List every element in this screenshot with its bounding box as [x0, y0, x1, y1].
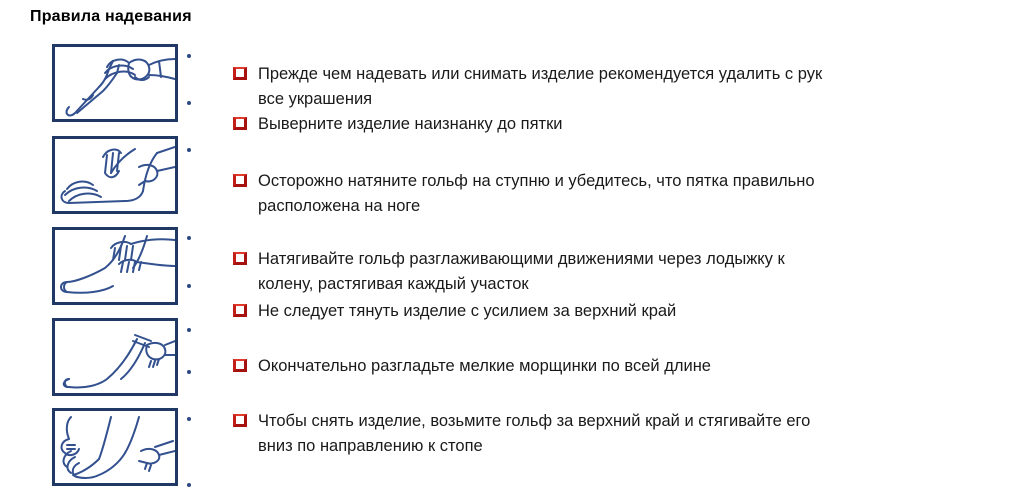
checkbox-bullet-icon	[233, 67, 247, 80]
bullet-dot	[187, 483, 191, 487]
remove-sock-drawing	[55, 411, 175, 483]
list-item-text: Чтобы снять изделие, возьмите гольф за верхний край и стягивайте его	[258, 412, 811, 430]
pull-over-foot-drawing	[55, 139, 175, 211]
illustration-turn-sock-inside-out-icon	[52, 44, 178, 122]
checkbox-bullet-icon	[233, 304, 247, 317]
smooth-ankle-drawing	[55, 230, 175, 302]
checkbox-bullet-icon	[233, 414, 247, 427]
sock-inside-out-drawing	[55, 47, 175, 119]
bullet-dot	[187, 148, 191, 152]
checkbox-bullet-icon	[233, 174, 247, 187]
list-item-text: вниз по направлению к стопе	[258, 437, 483, 455]
bullet-dot	[187, 284, 191, 288]
list-item	[233, 409, 993, 459]
bullet-dot	[187, 236, 191, 240]
list-item-text: Окончательно разгладьте мелкие морщинки по всей длине	[258, 357, 711, 375]
bullet-dot	[187, 328, 191, 332]
bullet-dot	[187, 54, 191, 58]
list-item-text: Не следует тянуть изделие с усилием за верхний край	[258, 302, 677, 320]
illustration-pull-sock-up-leg-icon	[52, 318, 178, 396]
checkbox-bullet-icon	[233, 252, 247, 265]
list-item-text: Натягивайте гольф разглаживающими движениями через лодыжку к	[258, 250, 785, 268]
page-title: Правила надевания	[30, 8, 192, 25]
illustration-smooth-over-ankle-icon	[52, 227, 178, 305]
list-item-text: расположена на ноге	[258, 197, 421, 215]
list-item-text: колену, растягивая каждый участок	[258, 275, 529, 293]
list-item	[233, 299, 993, 324]
list-item	[233, 169, 993, 219]
list-item	[233, 112, 993, 137]
list-item	[233, 354, 993, 379]
list-item-text: Прежде чем надевать или снимать изделие рекомендуется удалить с рук	[258, 65, 823, 83]
pull-up-leg-drawing	[55, 321, 175, 393]
list-item-text: Выверните изделие наизнанку до пятки	[258, 115, 563, 133]
bullet-dot	[187, 417, 191, 421]
illustration-pull-sock-over-foot-icon	[52, 136, 178, 214]
checkbox-bullet-icon	[233, 359, 247, 372]
list-item-text: все украшения	[258, 90, 373, 108]
bullet-dot	[187, 101, 191, 105]
list-item	[233, 247, 993, 297]
list-item-text: Осторожно натяните гольф на ступню и убедитесь, что пятка правильно	[258, 172, 815, 190]
bullet-dot	[187, 370, 191, 374]
illustration-remove-sock-icon	[52, 408, 178, 486]
list-item	[233, 62, 993, 112]
checkbox-bullet-icon	[233, 117, 247, 130]
